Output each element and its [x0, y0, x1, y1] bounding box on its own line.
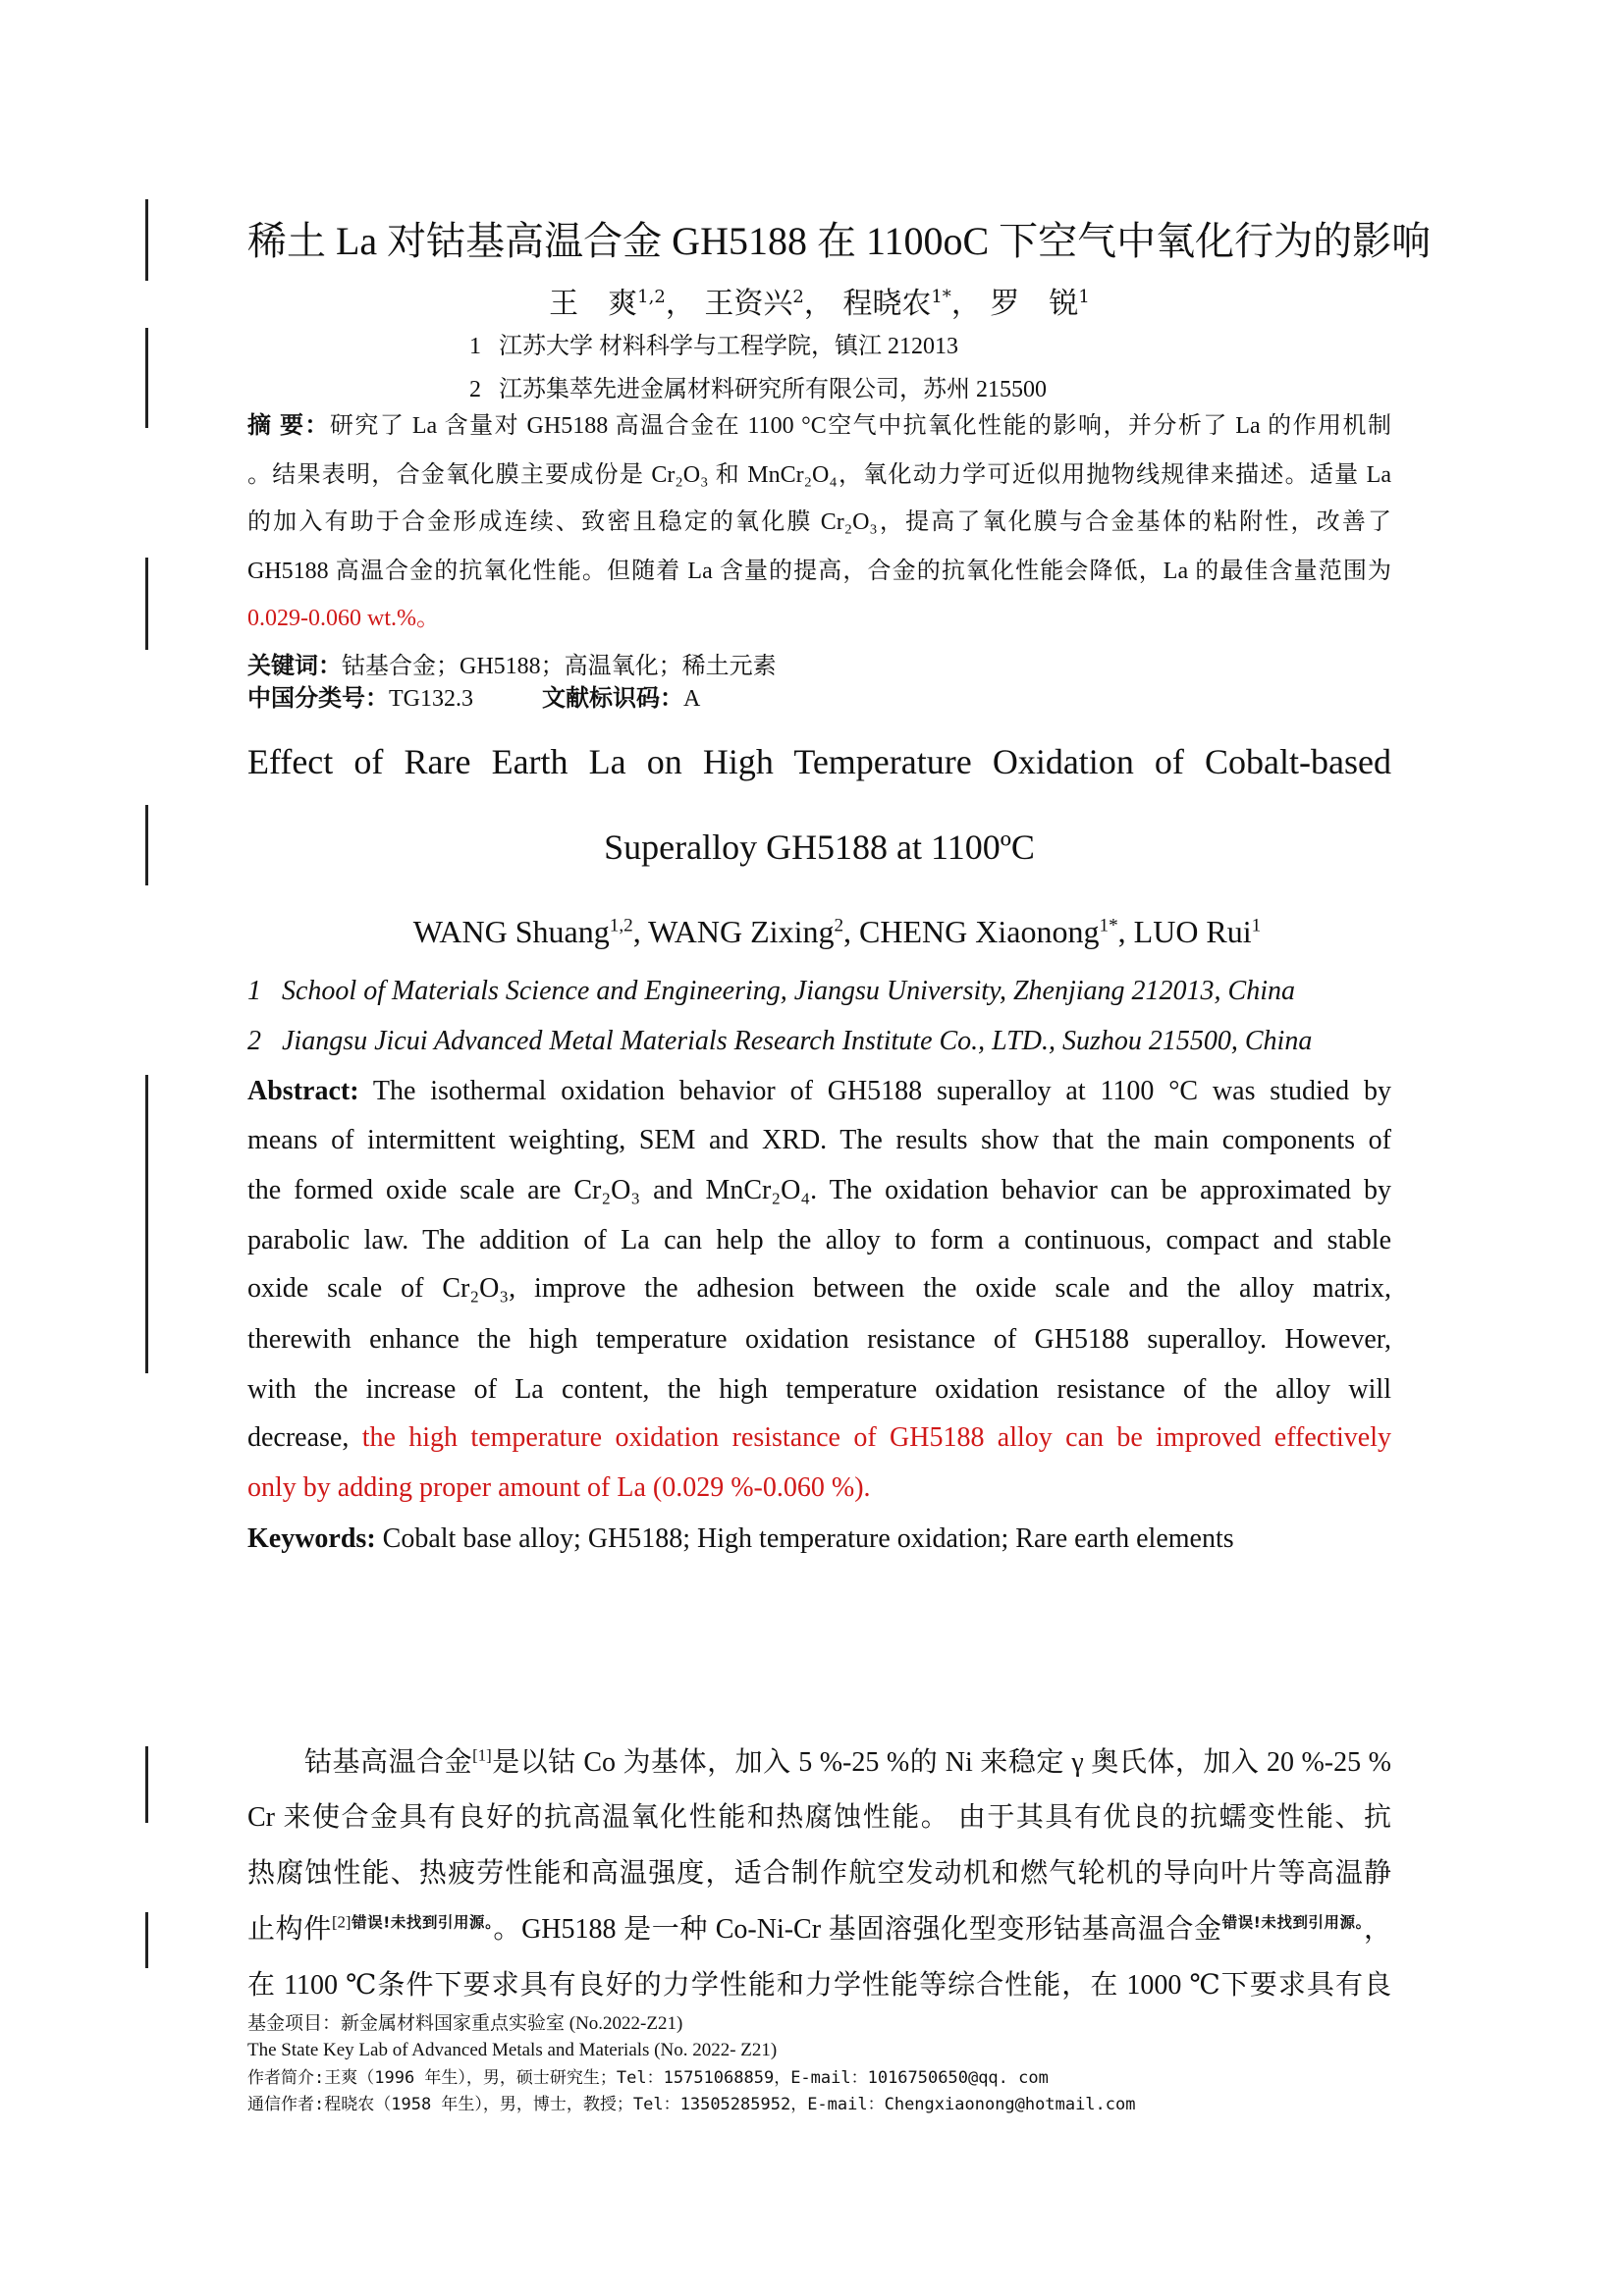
- cn-abstract-line: 的加入有助于合金形成连续、致密且稳定的氧化膜 Cr₂O₃，提高了氧化膜与合金基体的粘附性，改善了: [247, 509, 1391, 535]
- citation-error: 错误!未找到引用源。: [1221, 1913, 1364, 1932]
- body-line: 止构件$^{[2]错误!未找到引用源。}$。GH5188 是一种 Co-Ni-Cr 基固溶强化型变形钴基高温合金$^{错误!未找到引用源。}$，: [247, 1912, 1391, 1945]
- footnote-corresponding-author: 通信作者:程晓农（1958 年生），男，博士，教授；Tel：13505285952，E-mail：Chengxiaonong@hotmail.com: [247, 2095, 1136, 2114]
- change-bar: [145, 805, 148, 885]
- en-abstract-line: only by adding proper amount of La (0.029 %-0.060 %).: [247, 1472, 871, 1503]
- cn-affiliation-2: 2 江苏集萃先进金属材料研究所有限公司，苏州 215500: [469, 377, 1047, 402]
- en-affiliation-1: 1 School of Materials Science and Engineering, Jiangsu University, Zhenjiang 212013, China: [247, 976, 1295, 1006]
- citation-ref[interactable]: [1]: [472, 1745, 492, 1765]
- author-name: 程晓农: [842, 287, 932, 321]
- cn-abstract-label: 摘 要：: [247, 413, 330, 439]
- change-bar: [145, 1075, 148, 1373]
- body-line: 钴基高温合金[1]是以钴 Co 为基体，加入 5 %-25 %的 Ni 来稳定 γ 奥氏体，加入 20 %-25 %: [304, 1745, 1391, 1778]
- author-sup: 1*: [931, 287, 951, 307]
- author-name: 王资兴: [704, 287, 793, 321]
- en-affiliation-2: 2 Jiangsu Jicui Advanced Metal Materials Research Institute Co., LTD., Suzhou 215500, China: [247, 1026, 1313, 1056]
- footnote-funding-en: The State Key Lab of Advanced Metals and Materials (No. 2022- Z21): [247, 2040, 778, 2060]
- en-abstract-line: therewith enhance the high temperature oxidation resistance of GH5188 superalloy. However,: [247, 1324, 1391, 1355]
- en-title-line-2: Superalloy GH5188 at 1100ºC: [604, 828, 1035, 867]
- cn-affiliation-1: 1 江苏大学 材料科学与工程学院，镇江 212013: [469, 334, 958, 359]
- author-name: 王 爽: [549, 287, 638, 321]
- author-name: 罗 锐: [990, 287, 1079, 321]
- cn-authors: 王 爽$^{1,2}$， 王资兴$^2$， 程晓农$^{1*}$， 罗 锐$^1$: [549, 287, 1090, 321]
- en-abstract-line: parabolic law. The addition of La can help the alloy to form a continuous, compact and stable: [247, 1225, 1391, 1255]
- change-bar: [145, 1746, 148, 1823]
- cn-abstract-red-tail: 0.029-0.060 wt.%。: [247, 606, 440, 631]
- cn-abstract-line: 。结果表明，合金氧化膜主要成份是 Cr₂O₃ 和 MnCr₂O₄，氧化动力学可近似用抛物线规律来描述。适量 La: [247, 462, 1391, 488]
- en-abstract-line: means of intermittent weighting, SEM and XRD. The results show that the main components of: [247, 1125, 1391, 1155]
- change-bar: [145, 1912, 148, 1968]
- en-keywords: Keywords: Cobalt base alloy; GH5188; High temperature oxidation; Rare earth elements: [247, 1523, 1234, 1554]
- author-sup: 1: [1078, 287, 1090, 307]
- en-abstract-line: decrease, the high temperature oxidation resistance of GH5188 alloy can be improved effectively: [247, 1422, 1392, 1453]
- change-bar: [145, 558, 148, 650]
- author-sup: 2: [792, 287, 804, 307]
- citation-error: 错误!未找到引用源。: [351, 1913, 494, 1932]
- footnote-author-bio: 作者简介:王爽（1996 年生），男，硕士研究生；Tel：15751068859，E-mail：1016750650@qq. com: [247, 2068, 1049, 2088]
- author-sup: 1,2: [637, 287, 666, 307]
- cn-title: 稀土 La 对钴基高温合金 GH5188 在 1100oC 下空气中氧化行为的影响: [247, 219, 1432, 263]
- cn-abstract-line: GH5188 高温合金的抗氧化性能。但随着 La 含量的提高，合金的抗氧化性能会降低，La 的最佳含量范围为: [247, 559, 1391, 584]
- en-title-line-1: Effect of Rare Earth La on High Temperature Oxidation of Cobalt-based: [247, 742, 1391, 781]
- body-line: 在 1100 ℃条件下要求具有良好的力学性能和力学性能等综合性能，在 1000 ℃下要求具有良: [247, 1970, 1391, 2001]
- en-abstract-line: with the increase of La content, the high temperature oxidation resistance of the alloy will: [247, 1374, 1391, 1405]
- cn-abstract-line: 摘 要：研究了 La 含量对 GH5188 高温合金在 1100 °C空气中抗氧化性能的影响，并分析了 La 的作用机制: [247, 413, 1392, 439]
- body-line: Cr 来使合金具有良好的抗高温氧化性能和热腐蚀性能。 由于其具有优良的抗蠕变性能、抗: [247, 1802, 1391, 1833]
- en-authors: WANG Shuang$^{1,2}$, WANG Zixing$^2$, CHENG Xiaonong$^{1*}$, LUO Rui$^1$: [412, 914, 1262, 949]
- change-bar: [145, 199, 148, 281]
- footnote-funding: 基金项目：新金属材料国家重点实验室 (No.2022-Z21): [247, 2013, 683, 2034]
- en-abstract-line: Abstract: The isothermal oxidation behavior of GH5188 superalloy at 1100 °C was studied by: [247, 1076, 1391, 1106]
- en-abstract-line: oxide scale of Cr₂O₃, improve the adhesion between the oxide scale and the alloy matrix,: [247, 1273, 1391, 1304]
- citation-ref[interactable]: [2]: [331, 1912, 352, 1932]
- en-abstract-line: the formed oxide scale are Cr₂O₃ and MnCr₂O₄. The oxidation behavior can be approximated by: [247, 1175, 1391, 1205]
- change-bar: [145, 328, 148, 428]
- cn-keywords: 关键词：钴基合金；GH5188；高温氧化；稀土元素: [247, 654, 777, 679]
- cn-classification: 中国分类号：TG132.3 文献标识码：A: [247, 686, 701, 712]
- body-line: 热腐蚀性能、热疲劳性能和高温强度，适合制作航空发动机和燃气轮机的导向叶片等高温静: [247, 1858, 1391, 1889]
